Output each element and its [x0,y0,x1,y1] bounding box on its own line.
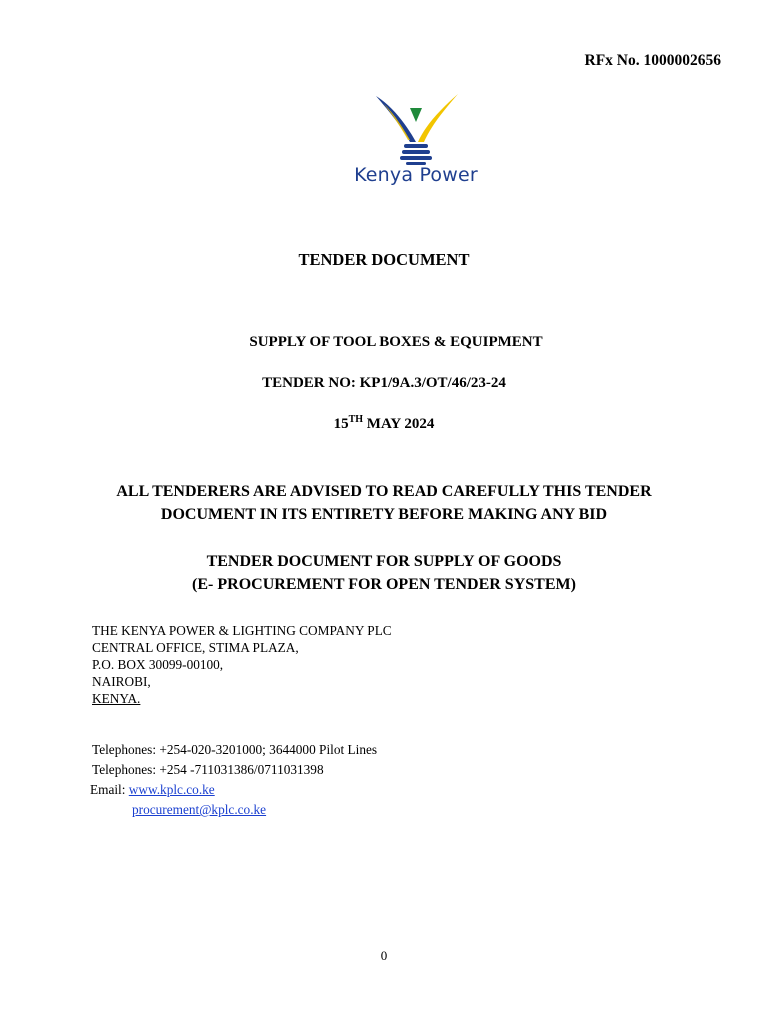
address-line: P.O. BOX 30099-00100, [92,657,224,672]
date-day: 15 [333,416,349,432]
company-address [92,622,392,707]
procurement-email-link[interactable]: procurement@kplc.co.ke [132,802,267,817]
email-line [90,780,377,820]
telephone-line-2: Telephones: +254 -711031386/0711031398 [92,762,324,777]
email-label: Email: [90,782,129,797]
page-number: 0 [380,948,388,963]
advice-line-2: DOCUMENT IN ITS ENTIRETY BEFORE MAKING ANY BID [160,506,608,523]
goods-line-1: TENDER DOCUMENT FOR SUPPLY OF GOODS [206,553,562,570]
date-month-year: MAY 2024 [363,416,435,432]
address-line: KENYA. [92,691,141,706]
website-link[interactable]: www.kplc.co.ke [128,782,215,797]
tender-number: TENDER NO: KP1/9A.3/OT/46/23-24 [262,375,506,391]
tender-date [0,414,768,433]
document-title: TENDER DOCUMENT [298,250,470,269]
kenya-power-emblem-icon [370,90,462,168]
kenya-power-logo [332,90,500,200]
contact-details [92,740,377,820]
advice-line-1: ALL TENDERERS ARE ADVISED TO READ CAREFULLY THIS TENDER [116,483,652,500]
date-suffix: TH [348,414,364,425]
logo-wordmark: Kenya Power [354,164,478,186]
bidder-advice [0,480,768,526]
telephone-line-1: Telephones: +254-020-3201000; 3644000 Pilot Lines [92,742,378,757]
address-line: CENTRAL OFFICE, STIMA PLAZA, [92,640,299,655]
goods-line-2: (E- PROCUREMENT FOR OPEN TENDER SYSTEM) [192,576,576,593]
address-line: NAIROBI, [92,674,151,689]
supply-subject: SUPPLY OF TOOL BOXES & EQUIPMENT [249,334,543,350]
address-line: THE KENYA POWER & LIGHTING COMPANY PLC [92,623,392,638]
rfx-number: RFx No. 1000002656 [584,52,721,69]
goods-heading [0,550,768,596]
